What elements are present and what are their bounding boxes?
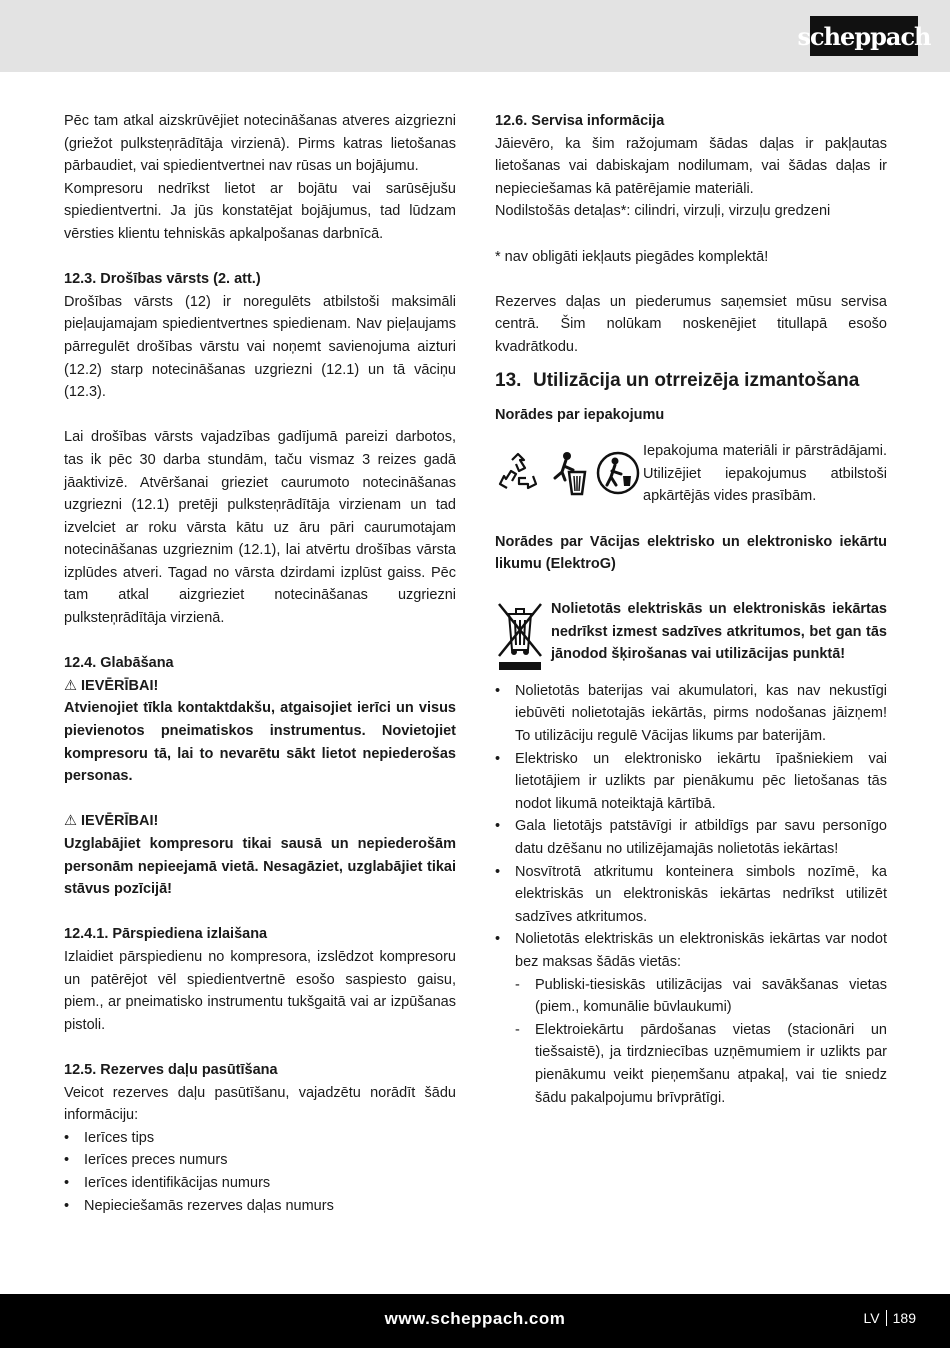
crossed-out-bin-icon: [495, 600, 545, 672]
footer-website: www.scheppach.com: [384, 1309, 566, 1328]
warning-triangle-icon: ⚠: [64, 813, 77, 830]
weee-warning-text: Nolietotās elektriskās un elektroniskās iekārtas nedrīkst izmest sadzīves atkritumos, bet gan tās jānodod šķirošanas vai utilizācijas punktā!: [551, 601, 887, 663]
weee-sublist: [495, 974, 887, 1110]
paragraph: Lai drošības vārsts vajadzības gadījumā pareizi darbotos, tas ik pēc 30 darba stundām, taču vismaz 3 reizes gadā jāaktivizē. Atvēršanai grieziet caurumoto notecināšanas uzgriezni (12.1) pretēji pulksteņrādītāja virzienam un tad izvelciet ar roku vārsta kātu uz āru pāri caurumotajam notecināšanas uzgrieznim (12.1), lai atvērtu drošības vārsta izplūdes atveri. Tagad no vārsta dzirdami izplūst gaiss. Pēc tam atkal aizgrieziet notecināšanas uzgriezni pulksteņrādītāja virzienā.: [64, 429, 456, 627]
weee-list: [495, 680, 887, 974]
paragraph: Kompresoru nedrīkst lietot ar bojātu vai sarūsējušu spiedientvertni. Ja jūs konstatējat bojājumus, tad lūdzam vērsties klientu tehniskās apkalpošanas darbnīcā.: [64, 180, 456, 242]
section-heading-overpressure: 12.4.1. Pārspiediena izlaišana: [64, 926, 268, 943]
right-column: [495, 110, 887, 1109]
dispose-properly-icon: [595, 450, 641, 496]
warning-triangle-icon: ⚠: [64, 677, 77, 694]
list-item: • Nosvītrotā atkritumu konteinera simbols nozīmē, ka elektriskās un elektroniskās iekārtas nedrīkst utilizēt sadzīves atkritumos.: [495, 861, 887, 929]
chapter-title: Utilizācija un otrreizēja izmantošana: [533, 369, 860, 391]
paragraph: * nav obligāti iekļauts piegādes komplektā!: [495, 248, 769, 265]
paragraph: Jāievēro, ka šim ražojumam šādas daļas ir pakļautas lietošanas vai dabiskajam nodilumam, vai šādas daļas ir nepieciešamas kā patērējamie materiāli.: [495, 135, 887, 197]
warning-text: Uzglabājiet kompresoru tikai sausā un nepiederošām personām nepieejamā vietā. Nesagāziet, uzglabājiet tikai stāvus pozīcijā!: [64, 836, 456, 898]
chapter-heading: [495, 369, 887, 392]
section-heading-storage: 12.4. Glabāšana: [64, 655, 174, 672]
chapter-number: 13.: [495, 369, 522, 391]
list-item: • Ierīces preces numurs: [64, 1149, 456, 1172]
packaging-icons: [495, 450, 643, 496]
paragraph: Izlaidiet pārspiedienu no kompresora, izslēdzot kompresoru un patērējot vēl spiedientvertnē esošo saspiesto gaisu, piem., ar pneimatisko instrumentu tukšgaitā vai ar izpūšanas pistoli.: [64, 948, 456, 1033]
sub-list-item: - Elektroiekārtu pārdošanas vietas (stacionāri un tiešsaistē), ja tirdzniecības uzņēmumiem ir uzlikts par pienākumu veikt pieņemšanu atpakaļ, vai tie sniedz šādu pakalpojumu brīvprātīgi.: [515, 1019, 887, 1109]
paragraph: Pēc tam atkal aizskrūvējiet notecināšanas atveres aizgriezni (griežot pulksteņrādītāja virzienā). Pirms katras lietošanas pārbaudiet, vai spiedientvertnei nav rūsas un bojājumu.: [64, 113, 456, 175]
paragraph: Rezerves daļas un piederumus saņemsiet mūsu servisa centrā. Šim nolūkam noskenējiet titullapā esošo kvadrātkodu.: [495, 293, 887, 355]
litter-bin-icon: [545, 450, 591, 496]
section-heading-parts-order: 12.5. Rezerves daļu pasūtīšana: [64, 1061, 278, 1078]
language-code: LV: [863, 1310, 880, 1326]
weee-block: [495, 598, 887, 680]
list-item: • Nolietotās baterijas vai akumulatori, kas nav nekustīgi iebūvēti nolietotajās iekārtās, pirms nodošanas jāizņem! To utilizāciju regulē Vācijas likums par baterijām.: [495, 680, 887, 748]
sub-list-item: - Publiski-tiesiskās utilizācijas vai savākšanas vietas (piem., komunālie būvlaukumi): [515, 974, 887, 1019]
paragraph: Nodilstošās detaļas*: cilindri, virzuļi, virzuļu gredzeni: [495, 203, 831, 220]
packaging-block: [495, 440, 887, 508]
paragraph: Veicot rezerves daļu pasūtīšanu, vajadzētu norādīt šādu informāciju:: [64, 1084, 456, 1124]
warning-label: ⚠ IEVĒRĪBAI!: [64, 810, 456, 833]
warning-label: ⚠ IEVĒRĪBAI!: [64, 675, 456, 698]
page-number: 189: [892, 1310, 916, 1326]
list-item: • Ierīces tips: [64, 1127, 456, 1150]
scheppach-logo: scheppach: [810, 16, 918, 56]
footer-band: [0, 1294, 950, 1348]
header-band: [0, 0, 950, 72]
section-heading-safety-valve: 12.3. Drošības vārsts (2. att.): [64, 271, 261, 288]
parts-info-list: [64, 1127, 456, 1217]
list-item: • Ierīces identifikācijas numurs: [64, 1172, 456, 1195]
section-heading-packaging: Norādes par iepakojumu: [495, 406, 665, 423]
list-item: • Nepieciešamās rezerves daļas numurs: [64, 1195, 456, 1218]
list-item: • Gala lietotājs patstāvīgi ir atbildīgs par savu personīgo datu dzēšanu no utilizējamajās nolietotās iekārtas!: [495, 815, 887, 860]
section-heading-service: 12.6. Servisa informācija: [495, 113, 665, 129]
packaging-text: Iepakojuma materiāli ir pārstrādājami. Utilizējiet iepakojumus atbilstoši apkārtējās vides prasībām.: [643, 443, 887, 505]
footer-page-info: [864, 1310, 916, 1326]
list-item: • Elektrisko un elektronisko iekārtu īpašniekiem vai lietotājiem ir uzlikts par pienākumu pēc lietošanas tās nodot likumā noteiktajā kārtībā.: [495, 748, 887, 816]
section-heading-weee: Norādes par Vācijas elektrisko un elektronisko iekārtu likumu (ElektroG): [495, 533, 887, 573]
warning-text: Atvienojiet tīkla kontaktdakšu, atgaisojiet ierīci un visus pievienotos pneimatiskos instrumentus. Novietojiet kompresoru tā, lai to nevarētu sākt lietot nepiederošas personas.: [64, 700, 456, 785]
left-column: [64, 110, 456, 1217]
recycle-icon: [495, 450, 541, 496]
paragraph: Drošības vārsts (12) ir noregulēts atbilstoši maksimāli pieļaujamajam spiedientvertnes spiedienam. Nav pieļaujams pārregulēt drošības vārstu vai noņemt savienojuma aizturi (12.2) starp notecināšanas uzgriezni (12.1) un tā vāciņu (12.3).: [64, 293, 456, 401]
list-item: • Nolietotās elektriskās un elektroniskās iekārtas var nodot bez maksas šādās vietās:: [495, 928, 887, 973]
